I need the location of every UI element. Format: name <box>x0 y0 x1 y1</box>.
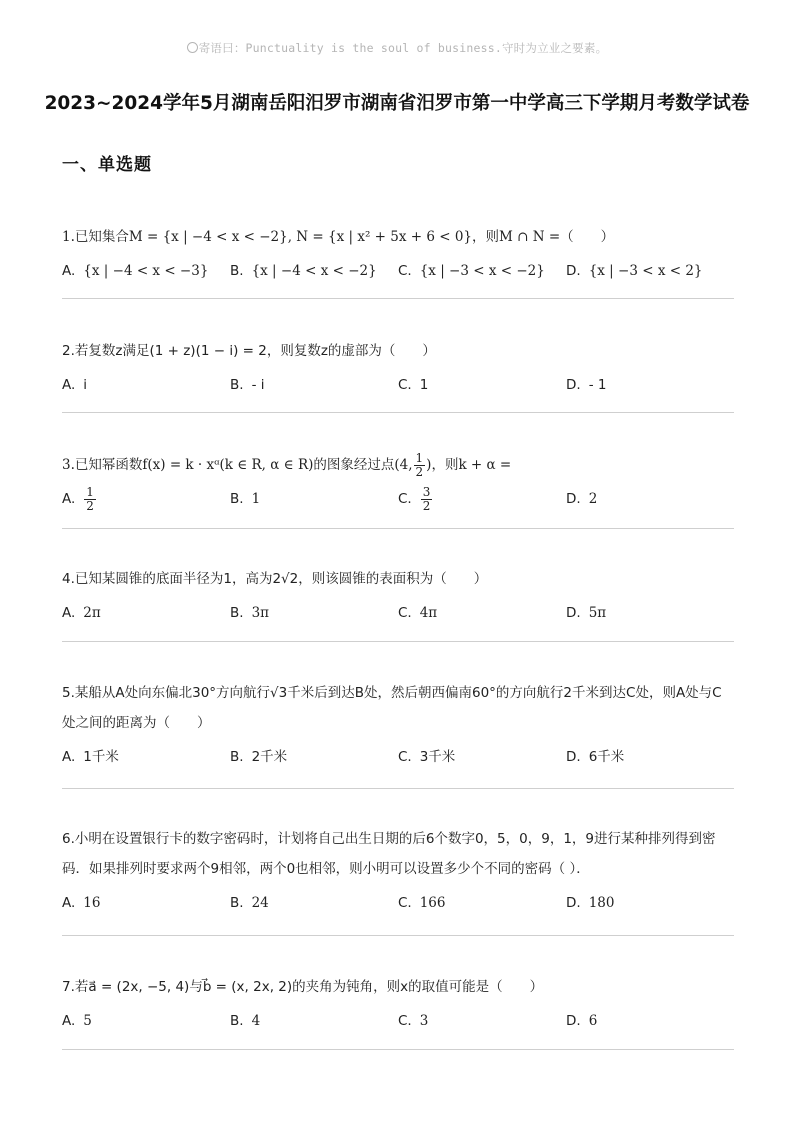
option-c[interactable]: C. {x | −3 < x < −2} <box>398 263 545 279</box>
options-row <box>62 370 734 400</box>
option-b[interactable]: B. 24 <box>230 895 269 911</box>
option-a[interactable]: A. 2π <box>62 605 101 621</box>
question-2 <box>62 336 734 400</box>
option-a[interactable]: A. {x | −4 < x < −3} <box>62 263 209 279</box>
question-3 <box>62 450 734 514</box>
option-b[interactable]: B. {x | −4 < x < −2} <box>230 263 377 279</box>
motto-banner <box>0 40 794 56</box>
question-5 <box>62 678 734 772</box>
option-d[interactable]: D. 2 <box>566 491 598 507</box>
question-stem: 5.某船从A处向东偏北30°方向航行√3千米后到达B处，然后朝西偏南60°的方向航行2千米到达C处，则A处与C处之间的距离为（ ） <box>62 685 722 731</box>
question-7 <box>62 972 734 1036</box>
option-d[interactable]: D. 6 <box>566 1013 598 1029</box>
question-4 <box>62 564 734 628</box>
option-c[interactable]: C. $\frac{3}{2}$ <box>398 484 431 513</box>
fraction: $\frac{1}{2}$ <box>86 484 94 513</box>
option-c[interactable]: C. 166 <box>398 895 446 911</box>
option-b[interactable]: B. 3π <box>230 605 270 621</box>
option-a[interactable]: A. i <box>62 377 88 393</box>
question-1 <box>62 222 734 286</box>
options-row <box>62 598 734 628</box>
option-a[interactable]: A. 1千米 <box>62 749 119 765</box>
options-row <box>62 484 734 514</box>
option-d[interactable]: D. 5π <box>566 605 607 621</box>
divider <box>62 935 734 936</box>
question-stem: 6.小明在设置银行卡的数字密码时，计划将自己出生日期的后6个数字0，5，0，9，1，9进行某种排列得到密码．如果排列时要求两个9相邻，两个0也相邻，则小明可以设置多少个不同的密码（ ）． <box>62 831 716 877</box>
option-a[interactable]: A. $\frac{1}{2}$ <box>62 484 94 513</box>
exam-title: 2023~2024学年5月湖南岳阳汨罗市湖南省汨罗市第一中学高三下学期月考数学试卷 <box>44 93 750 114</box>
option-d[interactable]: D. {x | −3 < x < 2} <box>566 263 703 279</box>
question-stem: 7.若a⃗ = (2x, −5, 4)与b⃗ = (x, 2x, 2)的夹角为钝角，则x的取值可能是（ ） <box>62 979 544 995</box>
option-c[interactable]: C. 1 <box>398 377 429 393</box>
motto-text: 寄语曰：Punctuality is the soul of business.守时为立业之要素。 <box>198 41 608 55</box>
divider <box>62 528 734 529</box>
option-c[interactable]: C. 4π <box>398 605 438 621</box>
divider <box>62 1049 734 1050</box>
option-b[interactable]: B. - i <box>230 377 265 393</box>
options-row <box>62 742 734 772</box>
option-a[interactable]: A. 5 <box>62 1013 92 1029</box>
question-stem: 4.已知某圆锥的底面半径为1，高为2√2，则该圆锥的表面积为（ ） <box>62 571 488 587</box>
option-b[interactable]: B. 2千米 <box>230 749 288 765</box>
divider <box>62 412 734 413</box>
option-a[interactable]: A. 16 <box>62 895 101 911</box>
option-c[interactable]: C. 3 <box>398 1013 429 1029</box>
smile-icon <box>187 42 198 53</box>
question-6 <box>62 824 734 918</box>
options-row <box>62 256 734 286</box>
divider <box>62 641 734 642</box>
fraction: $\frac{3}{2}$ <box>422 484 431 513</box>
options-row <box>62 888 734 918</box>
divider <box>62 298 734 299</box>
option-d[interactable]: D. 180 <box>566 895 615 911</box>
option-d[interactable]: D. - 1 <box>566 377 607 393</box>
option-b[interactable]: B. 4 <box>230 1013 261 1029</box>
options-row <box>62 1006 734 1036</box>
question-stem: 3.已知幂函数f(x) = k · xᵅ(k ∈ R, α ∈ R)的图象经过点(4, $\frac{1}{2}$ )，则k + α = <box>62 451 512 479</box>
section-heading: 一、单选题 <box>62 155 152 175</box>
option-b[interactable]: B. 1 <box>230 491 261 507</box>
option-c[interactable]: C. 3千米 <box>398 749 456 765</box>
question-stem: 1.已知集合M = {x | −4 < x < −2}, N = {x | x² + 5x + 6 < 0}，则M ∩ N =（ ） <box>62 229 615 245</box>
option-d[interactable]: D. 6千米 <box>566 749 625 765</box>
fraction: $\frac{1}{2}$ <box>415 451 424 479</box>
question-stem: 2.若复数z满足(1 + z)(1 − i) = 2，则复数z的虚部为（ ） <box>62 343 436 359</box>
divider <box>62 788 734 789</box>
